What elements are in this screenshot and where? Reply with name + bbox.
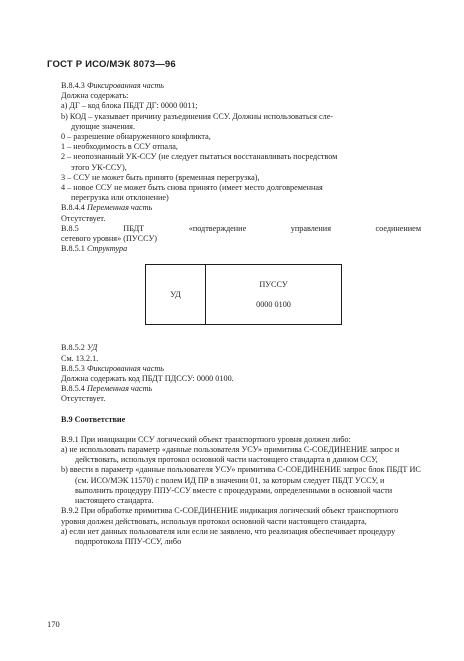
must-contain-text: Должна содержать:: [61, 91, 129, 101]
absent-text: Отсутствует.: [61, 394, 106, 404]
clause-title: Переменная часть: [86, 384, 153, 394]
code-4: 4 – новое ССУ не может быть снова принято (имеет место долговременная: [61, 183, 323, 193]
clause-b91-a: а) не использовать параметр «данные пользователя УСУ» примитива С-СОЕДИНЕНИЕ запрос и действовать, используя протокол основной части настоящего стандарта в данном ССУ,: [61, 445, 400, 465]
clause-b85-line1: В.8.5 ПБДТ «подтверждение управления соединением: [61, 223, 421, 233]
clause-b85-line2: сетевого уровня» (ПУССУ): [61, 234, 157, 244]
clause-number: В.8.5.2: [61, 343, 87, 353]
clause-number: В.8.5.1: [61, 244, 87, 254]
clause-number: В.8.5.4: [61, 384, 87, 394]
code-0: 0 – разрешение обнаруженного конфликта,: [61, 132, 211, 142]
clause-number: В.8.4.4: [61, 203, 87, 213]
clause-b852: [61, 343, 421, 353]
absent-text: Отсутствует.: [61, 213, 106, 223]
clause-title: Фиксированная часть: [86, 81, 164, 90]
clause-number: В.8.4.3: [61, 81, 87, 90]
clause-b854: [61, 384, 421, 394]
clause-title: Структура: [86, 244, 128, 254]
table-pussu-code: 0000 0100: [256, 299, 291, 309]
clause-b844: [61, 203, 421, 213]
code-4-cont: перегрузка или отклонение): [71, 193, 169, 203]
section-heading: В.9 Соответствие: [61, 414, 126, 424]
item-b-line2: дующие значения.: [71, 121, 135, 131]
structure-table: [145, 264, 342, 325]
see-reference: См. 13.2.1.: [61, 353, 99, 363]
clause-b92: В.9.2 При обработке примитива С-СОЕДИНЕНИЕ индикация логический объект транспортного уровня должен действовать, используя протокол основной части настоящего стандарта,: [61, 506, 399, 526]
table-pussu-label: ПУССУ: [259, 279, 288, 289]
page-number: 170: [47, 619, 60, 629]
clause-title: Переменная часть: [86, 203, 153, 213]
clause-b92-a: а) если нет данных пользователя или если не заявлено, что реализация обеспечивает процедуру подпротокола ППУ-ССУ, либо: [61, 526, 396, 546]
table-cell-ud: УД: [146, 265, 206, 324]
code-1: 1 – необходимость в ССУ отпала,: [61, 142, 178, 152]
table-cell-pussu: [206, 265, 341, 324]
must-contain-code: Должна содержать код ПБДТ ПДССУ: 0000 0100.: [61, 374, 234, 384]
code-2: 2 – неопознанный УК-ССУ (не следует пытаться восстанавливать посредством: [61, 152, 338, 162]
clause-number: В.8.5.3: [61, 363, 87, 373]
standard-header: ГОСТ Р ИСО/МЭК 8073—96: [47, 59, 176, 70]
item-b-line1: b) КОД – указывает причину разъединения ССУ. Должны использоваться сле-: [61, 111, 334, 121]
code-3: 3 – ССУ не может быть принято (временная перегрузка),: [61, 172, 260, 182]
code-2-cont: этого УК-ССУ),: [71, 162, 127, 172]
clause-title: УД: [86, 343, 98, 353]
clause-b851: [61, 244, 421, 254]
item-a: а) ДГ – код блока ПБДТ ДГ: 0000 0011;: [61, 101, 198, 111]
clause-title: Фиксированная часть: [86, 363, 164, 373]
clause-b843: [61, 81, 421, 91]
clause-b91: В.9.1 При инициации ССУ логический объект транспортного уровня должен либо:: [61, 434, 351, 444]
clause-b853: [61, 364, 421, 374]
document-body: [61, 81, 421, 547]
clause-b91-b: b) ввести в параметр «данные пользователя УСУ» примитива С-СОЕДИНЕНИЕ запрос блок ПБДТ ИС (см. ИСО/МЭК 11570) с полем ИД ПР в значении 01, за которым следует ПБДТ УССУ, и выполнить процедуру ППУ-ССУ вместе с процедурами, определенными в основной части настоящего стандарта.: [61, 465, 421, 506]
